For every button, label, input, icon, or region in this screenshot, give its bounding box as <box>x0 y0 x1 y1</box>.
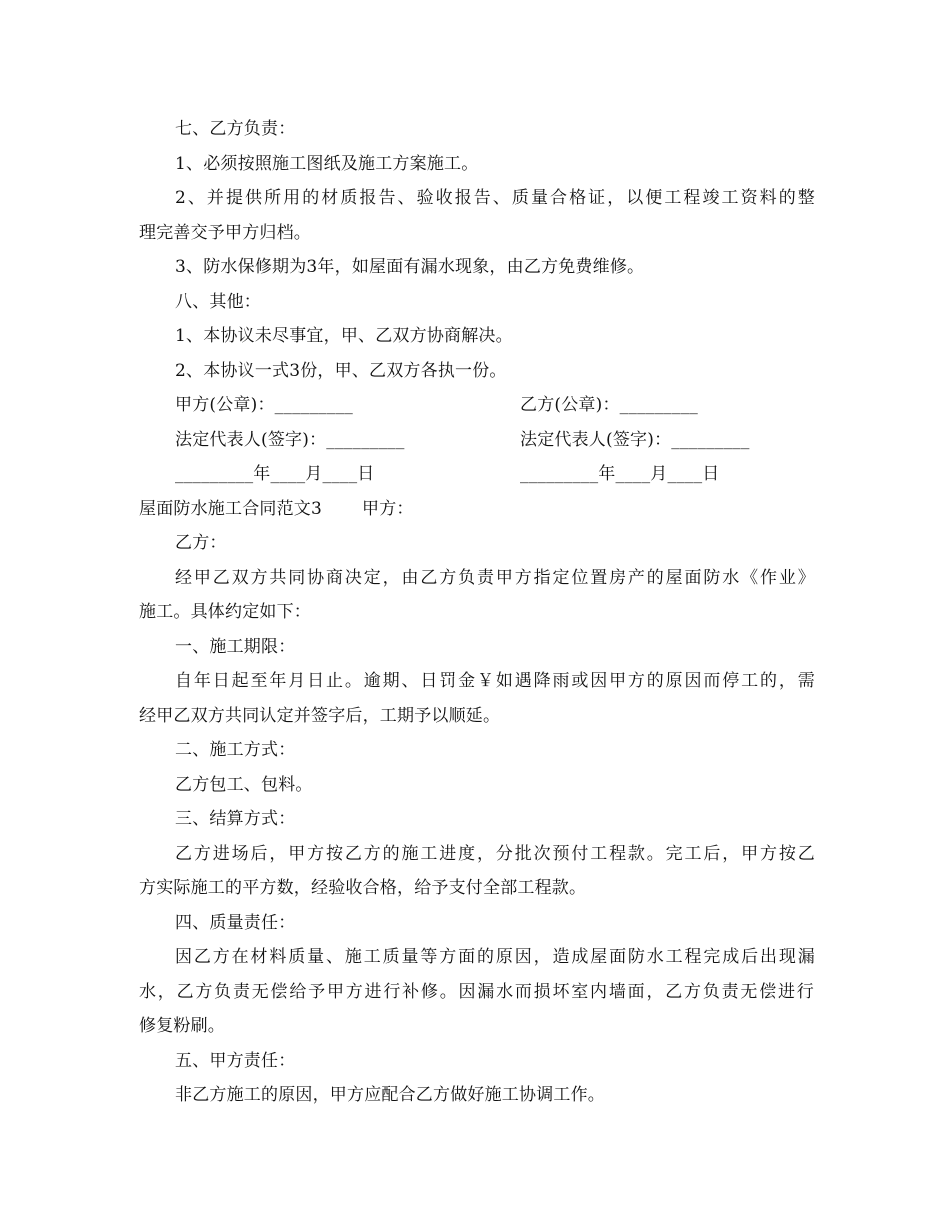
signature-row-seal <box>175 393 815 417</box>
paragraph: 1、本协议未尽事宜，甲、乙双方协商解决。 <box>175 326 513 346</box>
paragraph: 因乙方在材料质量、施工质量等方面的原因，造成屋面防水工程完成后出现漏 <box>175 947 815 967</box>
paragraph-continuation: 方实际施工的平方数，经验收合格，给予支付全部工程款。 <box>139 878 587 898</box>
section-heading-7: 七、乙方负责： <box>175 119 296 139</box>
section-heading-5: 五、甲方责任： <box>175 1051 296 1071</box>
document-title: 屋面防水施工合同范文3 <box>139 499 323 519</box>
party-a-date: _________年____月____日 <box>175 464 375 484</box>
party-a-seal: 甲方(公章)：_________ <box>175 395 353 415</box>
section-heading-4: 四、质量责任： <box>175 913 296 933</box>
party-a-label: 甲方： <box>362 499 414 519</box>
paragraph: 自年日起至年月日止。逾期、日罚金￥如遇降雨或因甲方的原因而停工的，需 <box>175 671 815 691</box>
paragraph-continuation: 施工。具体约定如下： <box>139 602 311 622</box>
paragraph: 乙方包工、包料。 <box>175 775 313 795</box>
section-heading-3: 三、结算方式： <box>175 809 296 829</box>
party-b-representative: 法定代表人(签字)：_________ <box>520 430 750 450</box>
section-heading-1: 一、施工期限： <box>175 637 296 657</box>
paragraph: 1、必须按照施工图纸及施工方案施工。 <box>175 154 479 174</box>
signature-row-rep <box>175 428 815 452</box>
section-heading-8: 八、其他： <box>175 292 261 312</box>
party-b-date: _________年____月____日 <box>520 464 720 484</box>
party-b-label: 乙方： <box>175 533 227 553</box>
paragraph-continuation: 理完善交予甲方归档。 <box>139 223 311 243</box>
paragraph-continuation: 修复粉刷。 <box>139 1016 225 1036</box>
signature-row-date <box>175 462 815 486</box>
paragraph-continuation: 经甲乙双方共同认定并签字后，工期予以顺延。 <box>139 706 501 726</box>
party-b-seal: 乙方(公章)：_________ <box>520 395 698 415</box>
paragraph: 2、并提供所用的材质报告、验收报告、质量合格证，以便工程竣工资料的整 <box>175 188 815 208</box>
paragraph: 非乙方施工的原因，甲方应配合乙方做好施工协调工作。 <box>175 1085 605 1105</box>
paragraph-continuation: 水，乙方负责无偿给予甲方进行补修。因漏水而损坏室内墙面，乙方负责无偿进行 <box>139 982 814 1002</box>
paragraph: 2、本协议一式3份，甲、乙双方各执一份。 <box>175 361 507 381</box>
paragraph: 3、防水保修期为3年，如屋面有漏水现象，由乙方免费维修。 <box>175 257 645 277</box>
document-title-row <box>139 497 814 521</box>
paragraph: 经甲乙双方共同协商决定，由乙方负责甲方指定位置房产的屋面防水《作业》 <box>175 568 815 588</box>
section-heading-2: 二、施工方式： <box>175 740 296 760</box>
party-a-representative: 法定代表人(签字)：_________ <box>175 430 405 450</box>
paragraph: 乙方进场后，甲方按乙方的施工进度，分批次预付工程款。完工后，甲方按乙 <box>175 844 815 864</box>
